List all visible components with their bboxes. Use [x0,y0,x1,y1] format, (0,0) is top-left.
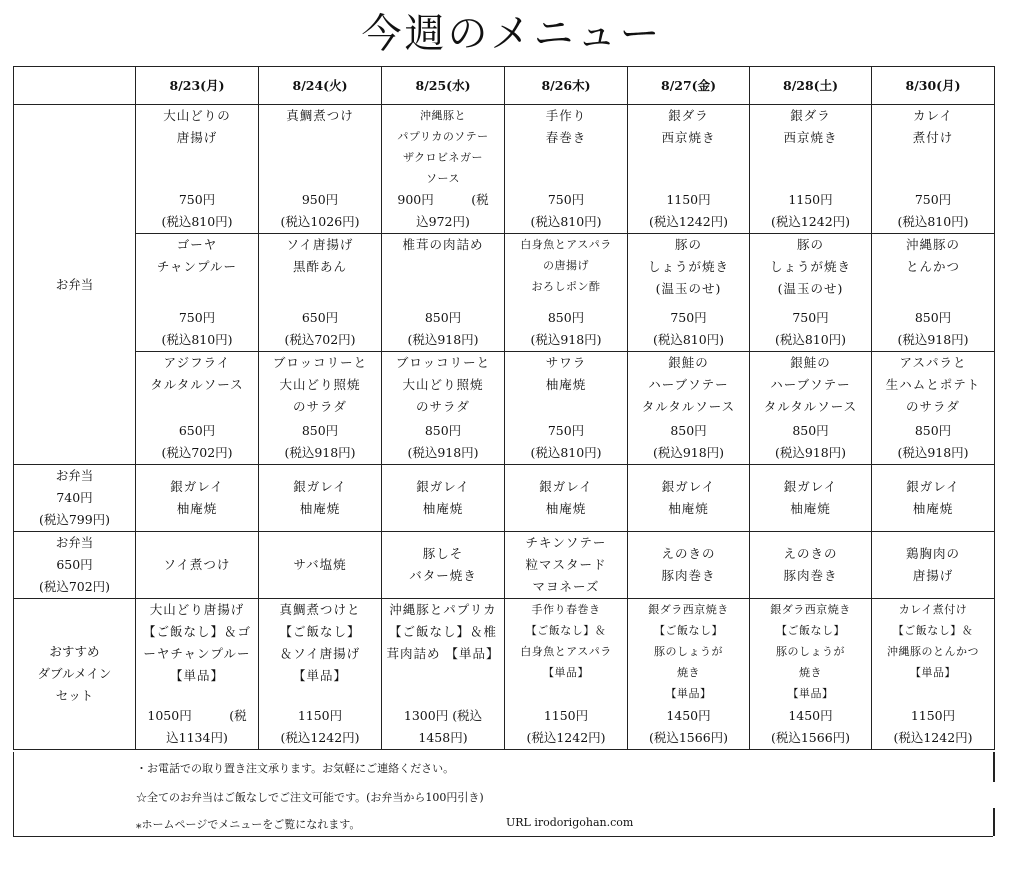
menu-item [508,105,624,233]
price: 950円 [301,192,339,207]
price-with-tax: (税込918円) [530,332,602,347]
dish-name: 豚の しょうが焼き (温玉のせ) [647,237,729,296]
price: 750円 [914,192,952,207]
price-with-tax: (税込810円) [530,445,602,460]
dish-name: サワラ 柚庵焼 [545,355,587,392]
menu-item [753,234,868,351]
menu-cell [382,234,505,352]
menu-cell [136,599,259,750]
price: 1150円 [543,708,589,723]
menu-item [753,599,868,749]
price-block [404,705,482,749]
menu-cell [628,532,750,599]
price: 750円 [792,310,829,325]
menu-item [508,599,624,749]
bento-740-row [14,465,995,532]
dish-name: ブロッコリーと 大山どり照焼 のサラダ [395,355,491,414]
price-with-tax: (税込702円) [284,332,356,347]
dish-name: アジフライ タルタルソース [150,355,244,392]
price-block [397,189,488,233]
price: 750円 [178,192,216,207]
price: 1450円 [788,708,833,723]
price-with-tax: 1458円) [418,730,468,745]
dish-name: 銀ガレイ 柚庵焼 [416,479,470,516]
price: 1150円 [910,708,956,723]
menu-item [385,352,501,464]
menu-cell [382,599,505,750]
menu-cell [136,105,259,234]
price-block [407,420,478,464]
menu-item [631,599,746,749]
bento-row [14,234,995,352]
menu-item [139,599,255,749]
menu-cell [872,465,995,532]
dish-name: 銀ダラ 西京焼き [783,108,838,145]
price-with-tax: (税込810円) [161,214,233,229]
menu-cell [505,105,628,234]
dish-name: カレイ煮付け 【ご飯なし】＆ 沖縄豚のとんかつ 【単品】 [887,603,979,679]
price-with-tax: (税込1242円) [648,214,729,229]
footer-border [993,752,995,782]
date-header: 8/30(月) [872,67,995,105]
menu-cell [628,234,750,352]
dish-name: 銀ガレイ 柚庵焼 [539,479,593,516]
dish-name: ソイ煮つけ [163,557,231,572]
row-label-650: お弁当 650円 (税込702円) [14,532,136,599]
menu-item [508,352,624,464]
price-block [653,307,724,351]
price-with-tax: (税込810円) [652,332,725,347]
menu-item [753,532,868,598]
menu-cell [259,532,382,599]
menu-cell [750,532,872,599]
price: 1300円 (税込 [403,708,483,723]
price-block [893,705,972,749]
price-block [280,189,359,233]
price-block [775,420,846,464]
price-with-tax: (税込1566円) [648,730,729,745]
menu-item [875,352,991,464]
price-block [771,705,850,749]
menu-cell [259,105,382,234]
menu-cell [628,599,750,750]
price: 1450円 [666,708,711,723]
price-block [530,307,601,351]
price-block [284,307,355,351]
menu-item [139,352,255,464]
price-with-tax: (税込918円) [407,332,479,347]
price-with-tax: (税込702円) [161,445,233,460]
dish-name: 銀ガレイ 柚庵焼 [661,479,716,516]
menu-cell [628,465,750,532]
price-block [897,420,968,464]
bento-row [14,352,995,465]
price-with-tax: (税込1566円) [770,730,851,745]
menu-cell [505,532,628,599]
price-with-tax: (税込918円) [407,445,479,460]
price-block [897,307,968,351]
price-block [526,705,605,749]
dish-name: 真鯛煮つけ [286,108,354,123]
dish-name: えのきの 豚肉巻き [661,546,716,583]
bento-row [14,105,995,234]
price-block [530,189,601,233]
menu-item [385,599,501,749]
dish-name: 豚しそ バター焼き [409,546,477,583]
menu-cell [872,352,995,465]
menu-item [262,532,378,598]
price-block [897,189,968,233]
menu-cell [872,599,995,750]
menu-item [875,465,991,531]
menu-item [139,465,255,531]
price: 850円 [547,310,585,325]
price: 750円 [178,310,216,325]
price: 750円 [670,310,707,325]
menu-item [139,532,255,598]
menu-item [508,465,624,531]
price-with-tax: (税込1242円) [770,214,851,229]
menu-cell [136,532,259,599]
price-with-tax: (税込1242円) [526,730,606,745]
footer-homepage-note: ⁎ホームページでメニューをご覧になれます。 [136,818,361,831]
dish-name: えのきの 豚肉巻き [783,546,838,583]
menu-item [753,105,868,233]
page-title: 今週のメニュー [361,11,663,57]
menu-cell [750,599,872,750]
menu-cell [750,465,872,532]
dish-name: 銀ガレイ 柚庵焼 [783,479,838,516]
price-block [161,420,232,464]
menu-item [385,465,501,531]
price: 750円 [547,192,585,207]
menu-cell [750,234,872,352]
price-block [653,420,724,464]
footer-phone-note: ・お電話での取り置き注文承ります。お気軽にご連絡ください。 [136,762,455,775]
price: 850円 [914,310,952,325]
price-with-tax: (税込810円) [774,332,847,347]
menu-item [385,105,501,233]
menu-item [631,532,746,598]
price-block [649,189,728,233]
price-block [775,307,846,351]
price: 850円 [301,423,339,438]
price-block [530,420,601,464]
dish-name: 銀ダラ西京焼き 【ご飯なし】 豚のしょうが 焼き 【単品】 [648,603,729,700]
menu-item [385,532,501,598]
price: 750円 [547,423,585,438]
dish-name: サバ塩焼 [293,557,347,572]
price: 850円 [914,423,952,438]
menu-item [875,532,991,598]
dish-name: 白身魚とアスパラ の唐揚げ おろしポン酢 [520,238,612,293]
menu-item [262,352,378,464]
dish-name: アスパラと 生ハムとポテト のサラダ [885,355,981,414]
price-with-tax: (税込918円) [897,332,969,347]
dish-name: 銀ダラ西京焼き 【ご飯なし】 豚のしょうが 焼き 【単品】 [770,603,851,700]
menu-item [631,234,746,351]
dish-name: 真鯛煮つけと 【ご飯なし】 ＆ソイ唐揚げ 【単品】 [279,602,361,683]
price-with-tax: (税込918円) [652,445,725,460]
price-with-tax: (税込1242円) [280,730,360,745]
price-block [147,705,246,749]
menu-item [262,105,378,233]
date-header: 8/28(土) [750,67,872,105]
footer-notes [13,752,993,837]
dish-name: 沖縄豚と パプリカのソテー ザクロビネガー ソース [397,109,489,185]
menu-cell [382,532,505,599]
price: 850円 [792,423,829,438]
menu-cell [505,465,628,532]
date-header: 8/23(月) [136,67,259,105]
menu-item [508,234,624,351]
dish-name: 沖縄豚とパプリカ 【ご飯なし】＆椎 茸肉詰め 【単品】 [386,602,500,661]
menu-cell [505,234,628,352]
price-block [649,705,728,749]
dish-name: 鶏胸肉の 唐揚げ [905,546,960,583]
date-header: 8/25(水) [382,67,505,105]
price-block [407,307,478,351]
menu-cell [382,352,505,465]
date-header: 8/27(金) [628,67,750,105]
menu-item [875,105,991,233]
menu-item [508,532,624,598]
double-main-set-row [14,599,995,750]
row-label-set: おすすめ ダブルメイン セット [14,599,136,750]
dish-name: ブロッコリーと 大山どり照焼 のサラダ [272,355,368,414]
dish-name: 椎茸の肉詰め [402,237,484,252]
price: 1150円 [788,192,833,207]
price-block [771,189,850,233]
dish-name: 銀ガレイ 柚庵焼 [170,479,224,516]
menu-cell [872,234,995,352]
price: 1150円 [297,708,343,723]
menu-cell [505,352,628,465]
weekly-menu-table [13,66,995,750]
price-with-tax: (税込918円) [897,445,969,460]
menu-item [262,234,378,351]
price-with-tax: (税込810円) [530,214,602,229]
footer-border [993,808,995,836]
price-with-tax: 込972円) [416,214,470,229]
price: 1150円 [666,192,711,207]
menu-cell [136,352,259,465]
price-block [284,420,355,464]
row-label-bento: お弁当 [14,105,136,465]
dish-name: 大山どりの 唐揚げ [163,108,231,145]
menu-cell [382,465,505,532]
dish-name: チキンソテー 粒マスタード マヨネーズ [525,535,607,594]
menu-cell [872,105,995,234]
dish-name: ソイ唐揚げ 黒酢あん [286,237,354,274]
dish-name: 銀ガレイ 柚庵焼 [293,479,347,516]
price-with-tax: (税込1026円) [280,214,360,229]
price: 850円 [424,310,462,325]
dish-name: 沖縄豚の とんかつ [905,237,960,274]
date-header-row [14,67,995,105]
menu-cell [628,105,750,234]
price-with-tax: (税込810円) [897,214,969,229]
menu-cell [259,234,382,352]
menu-cell [872,532,995,599]
date-header: 8/24(火) [259,67,382,105]
dish-name: 大山どり唐揚げ 【ご飯なし】＆ゴ ーヤチャンプルー 【単品】 [142,602,251,683]
menu-cell [750,105,872,234]
row-label-740: お弁当 740円 (税込799円) [14,465,136,532]
footer-rice-note: ☆全てのお弁当はご飯なしでご注文可能です。(お弁当から100円引き) [136,791,484,804]
price-block [161,189,232,233]
menu-item [139,234,255,351]
menu-cell [259,599,382,750]
price-block [161,307,232,351]
price: 650円 [178,423,216,438]
dish-name: 手作り 春巻き [545,108,587,145]
menu-cell [505,599,628,750]
price-with-tax: (税込1242円) [893,730,973,745]
price-with-tax: 込1134円) [166,730,228,745]
price-with-tax: (税込810円) [161,332,233,347]
menu-cell [259,352,382,465]
dish-name: 銀ガレイ 柚庵焼 [906,479,960,516]
menu-item [875,234,991,351]
menu-item [139,105,255,233]
menu-item [753,465,868,531]
menu-item [631,465,746,531]
dish-name: カレイ 煮付け [912,108,954,145]
menu-item [262,465,378,531]
price-block [280,705,359,749]
header-corner [14,67,136,105]
price-with-tax: (税込918円) [284,445,356,460]
price-with-tax: (税込918円) [774,445,847,460]
menu-cell [259,465,382,532]
date-header: 8/26木) [505,67,628,105]
menu-cell [628,352,750,465]
dish-name: 銀ダラ 西京焼き [661,108,716,145]
price: 850円 [670,423,707,438]
menu-item [385,234,501,351]
dish-name: ゴーヤ チャンプルー [156,237,238,274]
menu-cell [136,234,259,352]
menu-cell [750,352,872,465]
dish-name: 銀鮭の ハーブソテー タルタルソース [763,355,858,414]
price: 1050円 (税 [147,708,247,723]
price: 650円 [301,310,339,325]
price: 900円 (税 [397,192,489,207]
dish-name: 銀鮭の ハーブソテー タルタルソース [641,355,736,414]
bento-650-row [14,532,995,599]
dish-name: 豚の しょうが焼き (温玉のせ) [769,237,851,296]
menu-item [875,599,991,749]
menu-item [262,599,378,749]
menu-cell [382,105,505,234]
menu-item [631,352,746,464]
menu-item [753,352,868,464]
footer-url: URL irodorigohan.com [506,816,634,829]
menu-cell [136,465,259,532]
dish-name: 手作り春巻き 【ご飯なし】＆ 白身魚とアスパラ 【単品】 [520,603,612,679]
price: 850円 [424,423,462,438]
menu-item [631,105,746,233]
